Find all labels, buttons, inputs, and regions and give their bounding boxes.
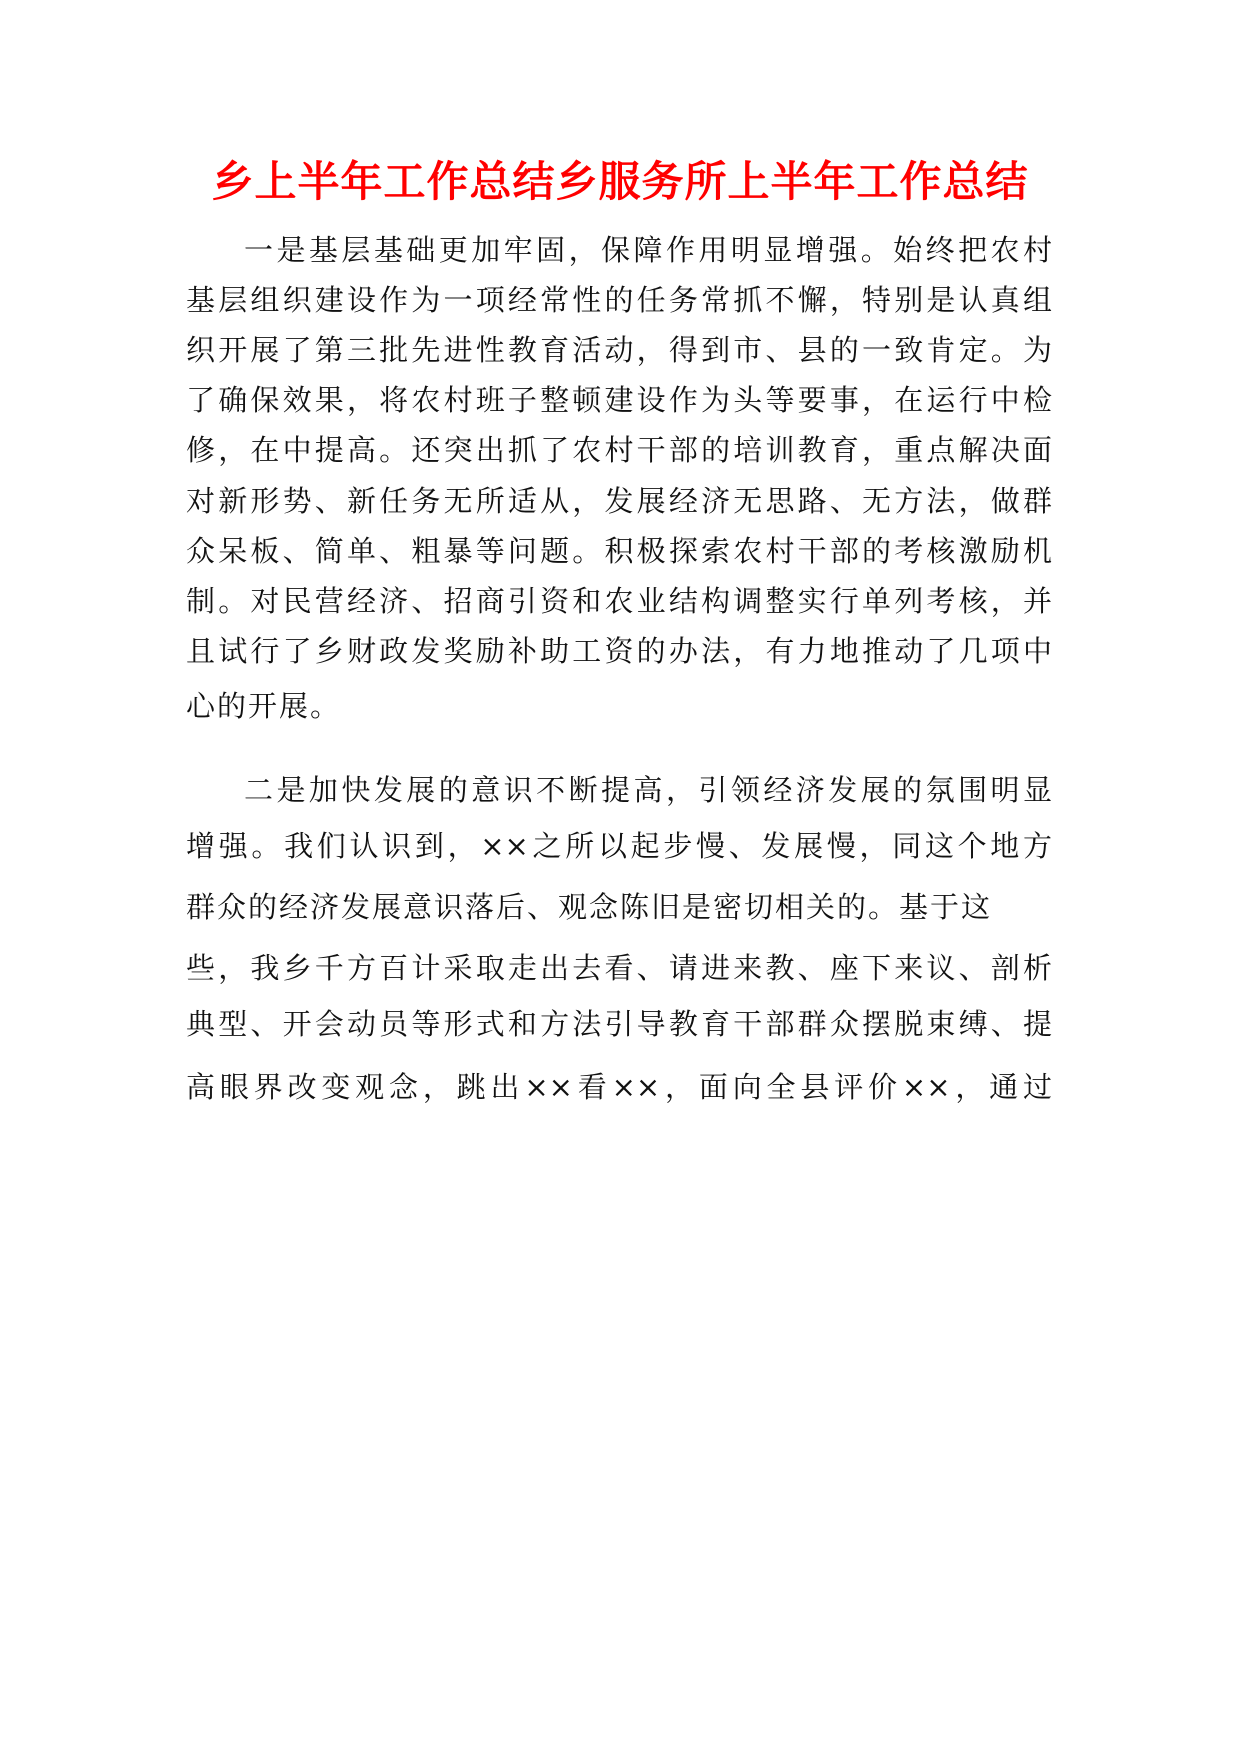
paragraph-2-line-3: 群众的经济发展意识落后、观念陈旧是密切相关的。基于这	[186, 890, 993, 924]
document-title: 乡上半年工作总结乡服务所上半年工作总结	[211, 157, 1029, 206]
paragraph-1-line-1: 一是基层基础更加牢固，保障作用明显增强。始终把农村	[244, 233, 1052, 267]
paragraph-1-line-5: 修，在中提高。还突出抓了农村干部的培训教育，重点解决面	[186, 433, 1052, 467]
paragraph-2-line-2: 增强。我们认识到，××之所以起步慢、发展慢，同这个地方	[186, 829, 1052, 863]
paragraph-2-line-1: 二是加快发展的意识不断提高，引领经济发展的氛围明显	[244, 773, 1052, 807]
paragraph-1-line-6: 对新形势、新任务无所适从，发展经济无思路、无方法，做群	[186, 484, 1052, 518]
paragraph-1-line-10: 心的开展。	[186, 689, 342, 723]
paragraph-2-line-5: 典型、开会动员等形式和方法引导教育干部群众摆脱束缚、提	[186, 1007, 1052, 1041]
paragraph-2-line-4: 些，我乡千方百计采取走出去看、请进来教、座下来议、剖析	[186, 951, 1052, 985]
paragraph-1-line-2: 基层组织建设作为一项经常性的任务常抓不懈，特别是认真组	[186, 283, 1052, 317]
paragraph-2-line-6: 高眼界改变观念，跳出××看××，面向全县评价××，通过	[186, 1070, 1052, 1104]
paragraph-1-line-3: 织开展了第三批先进性教育活动，得到市、县的一致肯定。为	[186, 333, 1052, 367]
paragraph-1-line-9: 且试行了乡财政发奖励补助工资的办法，有力地推动了几项中	[186, 634, 1052, 668]
paragraph-1-line-7: 众呆板、简单、粗暴等问题。积极探索农村干部的考核激励机	[186, 534, 1052, 568]
paragraph-1-line-8: 制。对民营经济、招商引资和农业结构调整实行单列考核，并	[186, 584, 1052, 618]
paragraph-1-line-4: 了确保效果，将农村班子整顿建设作为头等要事，在运行中检	[186, 383, 1052, 417]
